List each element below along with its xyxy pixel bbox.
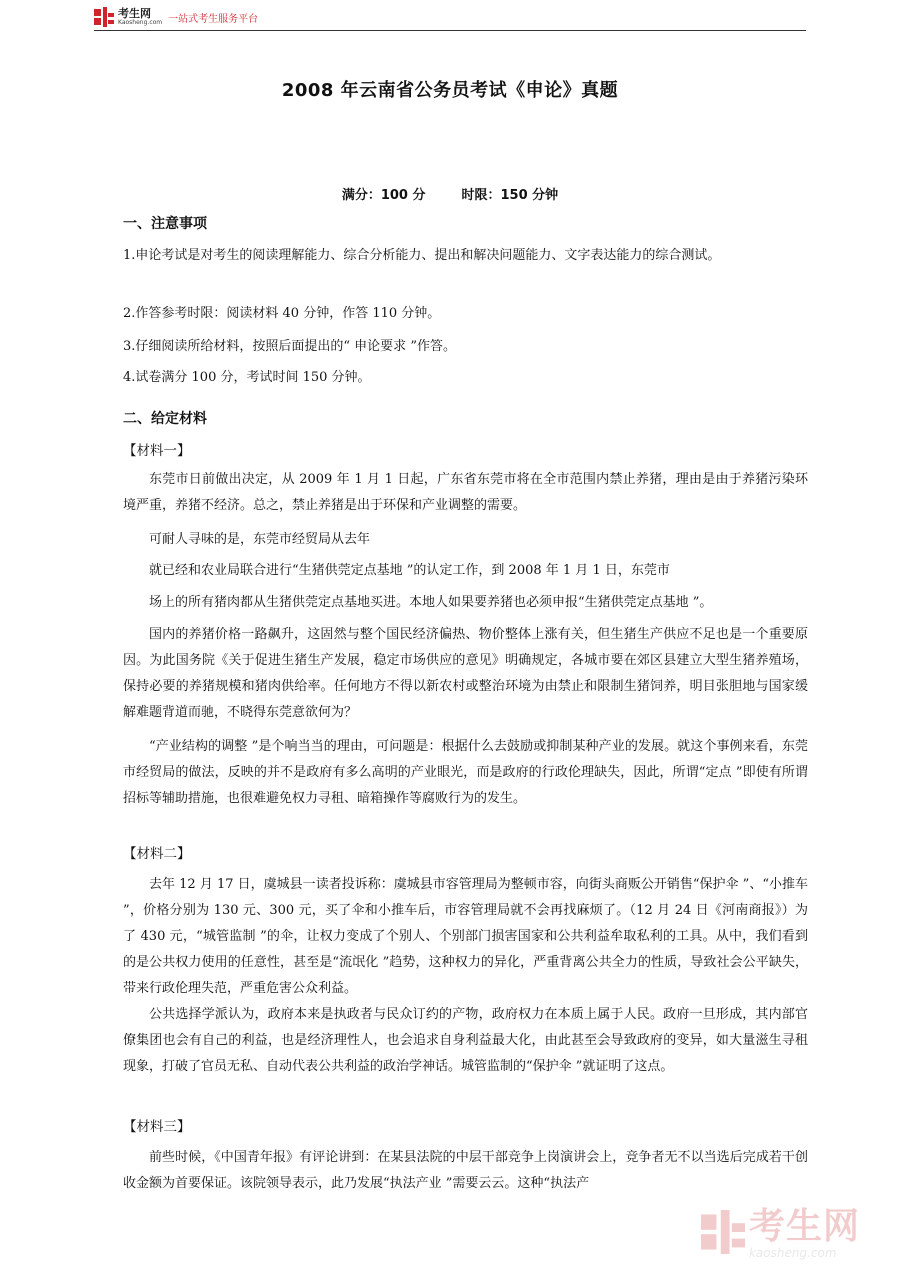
time-limit: 时限：150 分钟	[461, 188, 559, 203]
watermark-domain: kaosheng.com	[748, 1246, 837, 1260]
notes-item-3: 3.仔细阅读所给材料，按照后面提出的“ 申论要求 ”作答。	[123, 339, 456, 354]
material-1-para-4: 场上的所有猪肉都从生猪供莞定点基地买进。本地人如果要养猪也必须申报“生猪供莞定点基地 ”。	[149, 595, 713, 610]
material-2-para-1: 去年 12 月 17 日，虞城县一读者投诉称：虞城县市容管理局为整顿市容，向街头商贩公开销售“保护伞 ”、“小推车 ”，价格分别为 130 元、300 元，买了伞和小推车后，市容管理局就不会再找麻烦了。（12 月 24 日《河南商报》）为了 430 元，“城管监制 ”的伞，让权力变成了个别人、个别部门损害国家和公共利益牟取私利的工具。从中，我们看到的是公共权力使用的任意性，甚至是“流氓化 ”趋势，这种权力的异化，严重背离公共全力的性质，导致社会公平缺失，带来行政伦理失范，严重危害公众利益。	[123, 877, 808, 996]
watermark-text	[748, 1206, 860, 1260]
material-1-tag: 【材料一】	[123, 443, 191, 459]
site-header	[94, 6, 258, 28]
notes-item-4: 4.试卷满分 100 分，考试时间 150 分钟。	[123, 370, 371, 385]
material-1-para-1: 东莞市日前做出决定，从 2009 年 1 月 1 日起，广东省东莞市将在全市范围内禁止养猪，理由是由于养猪污染环境严重，养猪不经济。总之，禁止养猪是出于环保和产业调整的需要。	[123, 472, 808, 513]
header-divider	[94, 30, 806, 31]
exam-meta	[0, 184, 900, 203]
slogan: 一站式考生服务平台	[168, 13, 259, 25]
page-title: 2008 年云南省公务员考试《申论》真题	[281, 80, 619, 101]
material-1-para-5: 国内的养猪价格一路飙升，这固然与整个国民经济偏热、物价整体上涨有关，但生猪生产供应不足也是一个重要原因。为此国务院《关于促进生猪生产发展，稳定市场供应的意见》明确规定，各城市要在郊区县建立大型生猪养殖场，保持必要的养猪规模和猪肉供给率。任何地方不得以新农村或整治环境为由禁止和限制生猪饲养，明目张胆地与国家缓解难题背道而驰，不晓得东莞意欲何为？	[123, 627, 808, 720]
material-1-para-3: 就已经和农业局联合进行“生猪供莞定点基地 ”的认定工作，到 2008 年 1 月 1 日，东莞市	[149, 563, 670, 578]
kaosheng-watermark	[701, 1206, 860, 1260]
watermark-name: 考生网	[748, 1206, 860, 1247]
material-3-tag: 【材料三】	[123, 1119, 191, 1135]
notes-item-2: 2.作答参考时限：阅读材料 40 分钟，作答 110 分钟。	[123, 306, 441, 321]
material-3-para-1: 前些时候，《中国青年报》有评论讲到：在某县法院的中层干部竞争上岗演讲会上，竞争者无不以当选后完成若干创收金额为首要保证。该院领导表示，此乃发展“执法产业 ”需要云云。这种“执法产	[123, 1150, 808, 1191]
kaosheng-logo-icon	[94, 7, 114, 27]
logo-text	[118, 8, 162, 26]
logo-name: 考生网	[118, 7, 151, 20]
watermark-logo-icon	[701, 1210, 745, 1258]
logo-domain: Kaosheng.com	[118, 19, 163, 26]
material-2-tag: 【材料二】	[123, 846, 191, 862]
material-1-para-6: “产业结构的调整 ”是个响当当的理由，可问题是：根据什么去鼓励或抑制某种产业的发展。就这个事例来看，东莞市经贸局的做法，反映的并不是政府有多么高明的产业眼光，而是政府的行政伦理缺失，因此，所谓“定点 ”即使有所谓招标等辅助措施，也很难避免权力寻租、暗箱操作等腐败行为的发生。	[123, 739, 808, 806]
section-heading-notes: 一、注意事项	[123, 216, 207, 232]
notes-item-1: 1.申论考试是对考生的阅读理解能力、综合分析能力、提出和解决问题能力、文字表达能力的综合测试。	[123, 248, 721, 263]
material-2-para-2: 公共选择学派认为，政府本来是执政者与民众订约的产物，政府权力在本质上属于人民。政府一旦形成，其内部官僚集团也会有自己的利益，也是经济理性人，也会追求自身利益最大化，由此甚至会导致政府的变异，如大量滋生寻租现象，打破了官员无私、自动代表公共利益的政治学神话。城管监制的“保护伞 ”就证明了这点。	[123, 1007, 808, 1074]
material-1-para-2: 可耐人寻味的是，东莞市经贸局从去年	[149, 532, 371, 547]
section-heading-materials: 二、给定材料	[123, 411, 207, 427]
full-score: 满分：100 分	[341, 188, 426, 203]
